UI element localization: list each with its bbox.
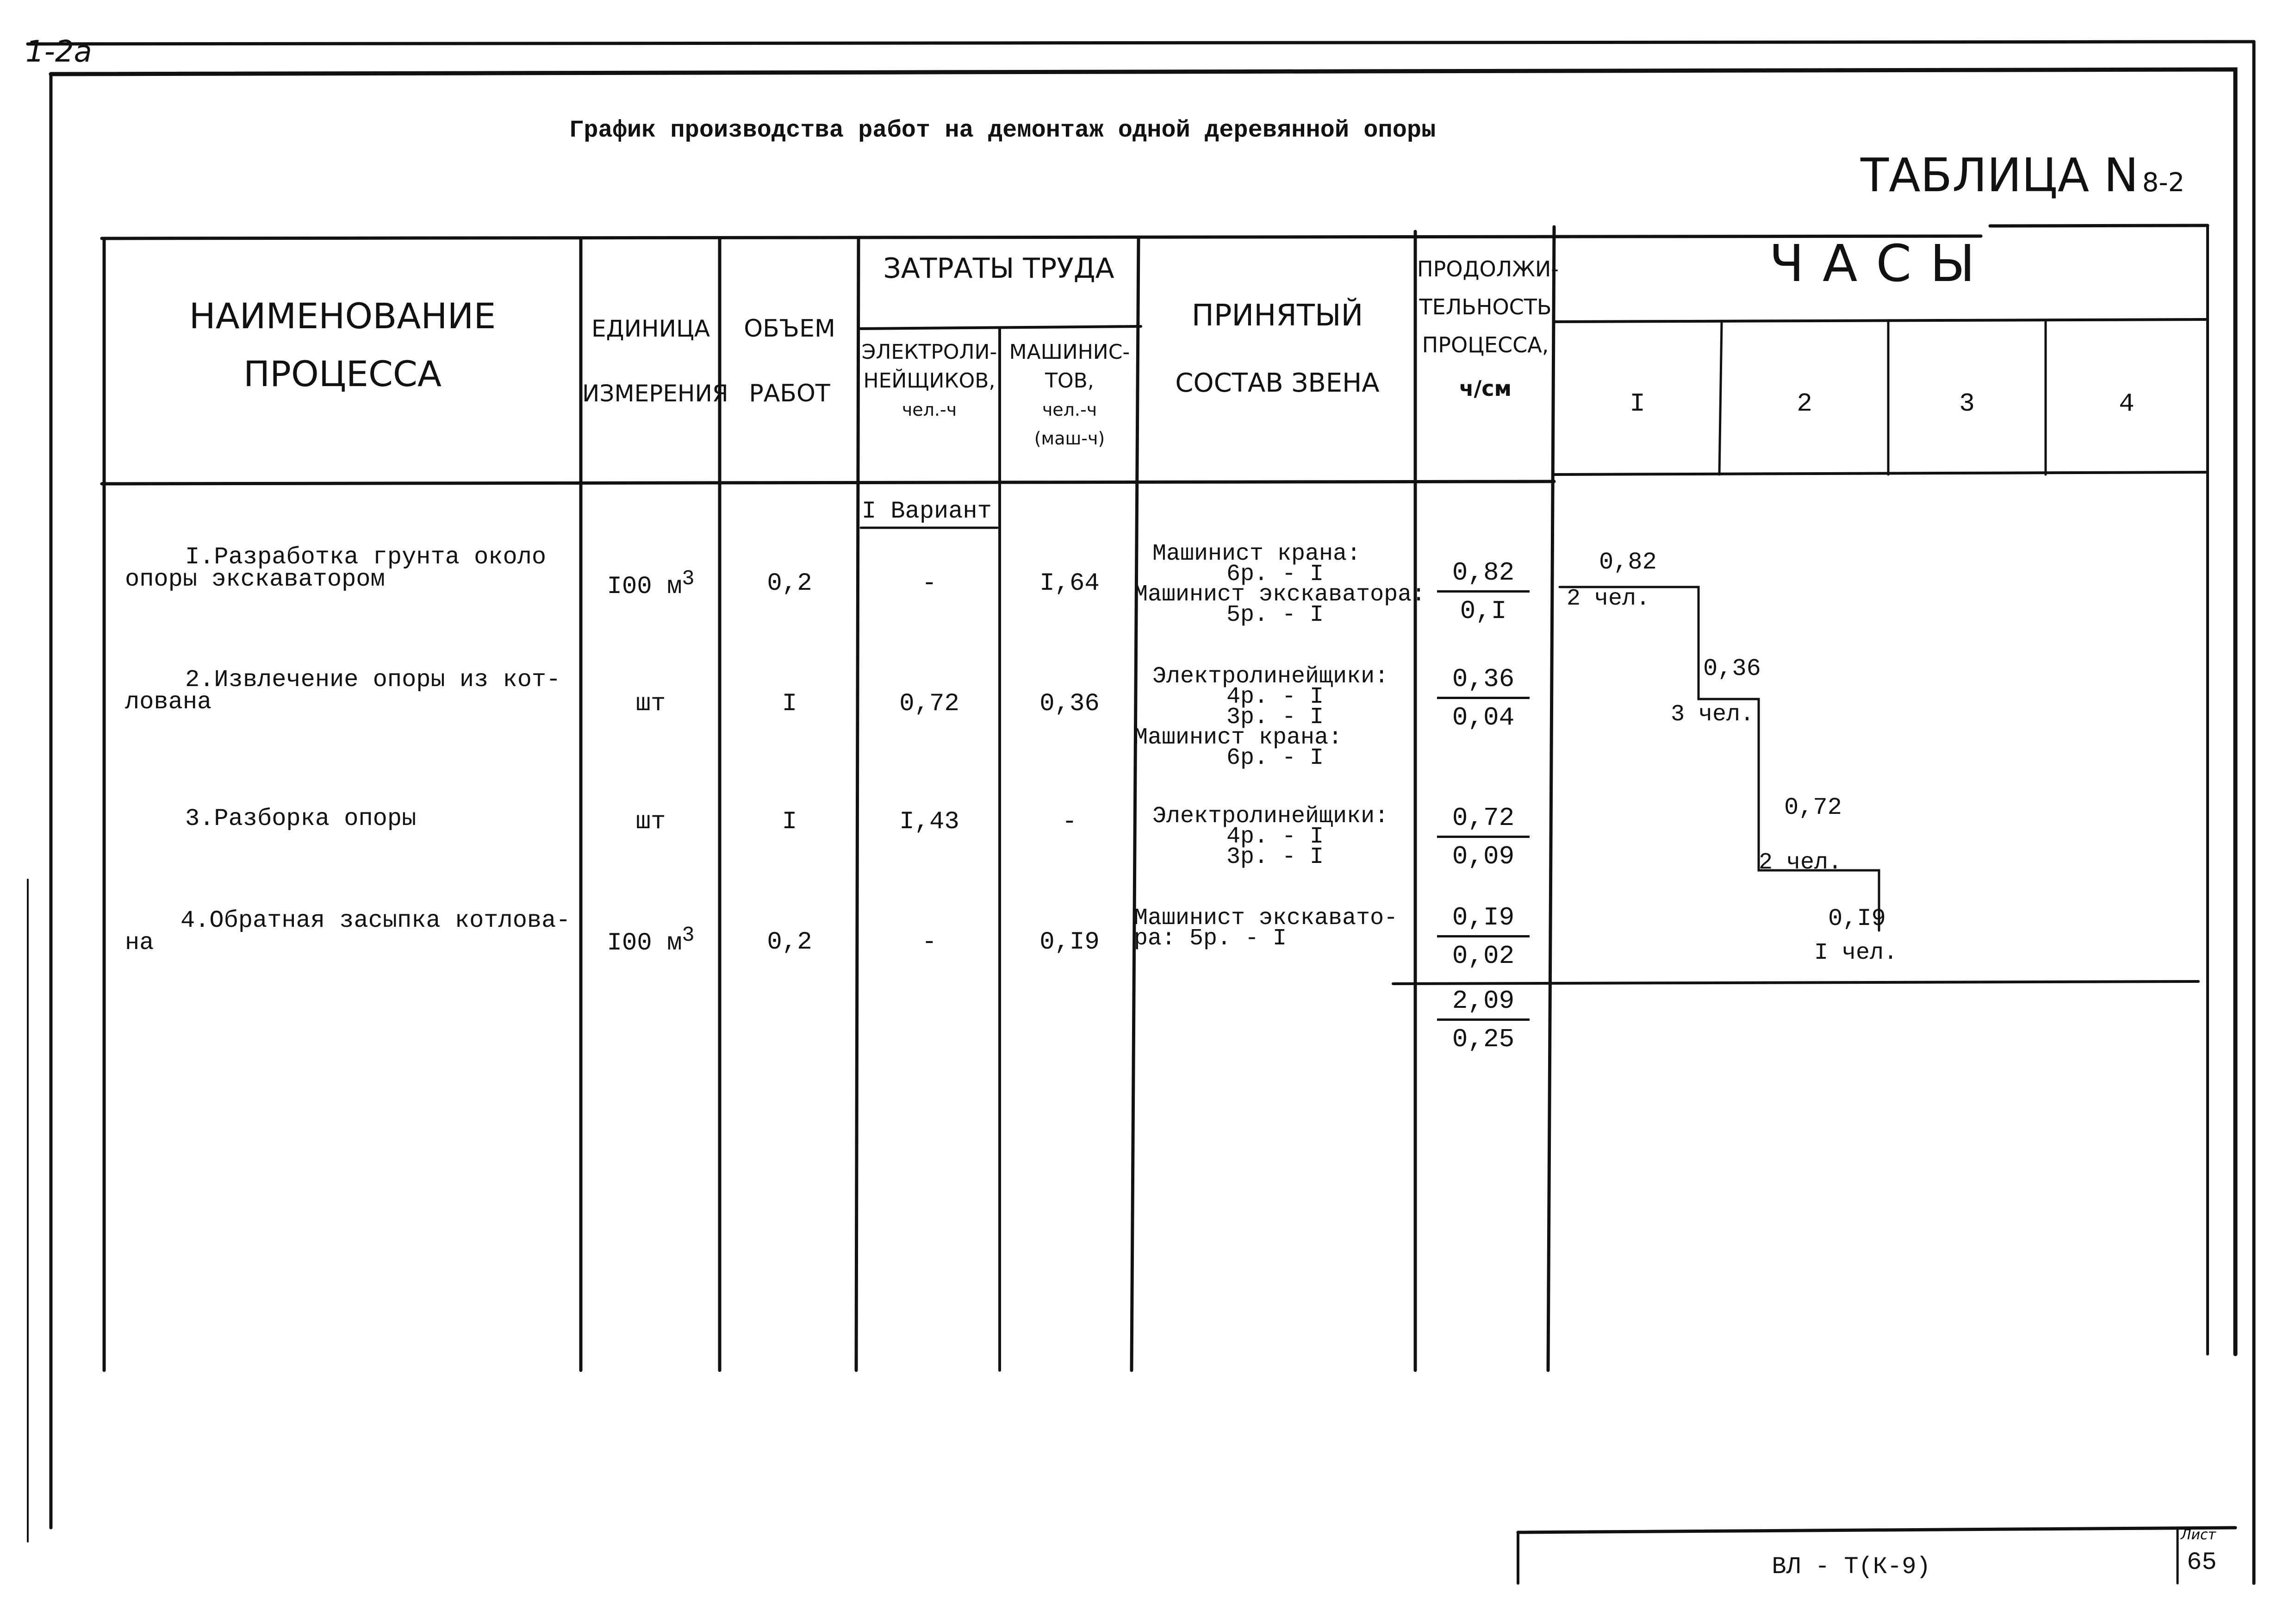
row-3-mach: -: [1062, 808, 1077, 836]
header-crew-line1: ПРИНЯТЫЙ: [1191, 299, 1363, 333]
variant-label: I Вариант: [862, 498, 992, 525]
hour-col-2: 2: [1797, 389, 1812, 418]
header-volume-line2: РАБОТ: [749, 380, 830, 407]
row-4-duration: [1437, 903, 1530, 971]
row-3-crew-line2: 4р. - I: [1226, 824, 1324, 850]
duration-total-top: 2,09: [1437, 986, 1530, 1021]
header-electro-line3: чел.-ч: [902, 400, 957, 420]
row-2-crew-line2: 4р. - I: [1226, 684, 1324, 710]
header-mach-line2: ТОВ,: [1045, 369, 1094, 393]
row-3-electro: I,43: [899, 808, 959, 836]
row-2-duration: [1437, 664, 1530, 732]
row-1-unit: [582, 567, 719, 601]
header-unit: [582, 296, 728, 426]
row-2-name-line1: 2.Извлечение опоры из кот-: [185, 666, 561, 693]
row-4-name: [125, 907, 571, 956]
row-3-volume: I: [782, 808, 797, 836]
row-3-name-line1: 3.Разборка опоры: [185, 805, 417, 832]
row-4-unit-text: I00 м: [607, 929, 682, 957]
header-dur-line1: ПРОДОЛЖИ-: [1417, 256, 1559, 281]
row-1-mach: I,64: [1039, 569, 1100, 598]
header-name-line2: ПРОЦЕССА: [243, 353, 442, 394]
row-4-dur-bot: 0,02: [1452, 941, 1515, 971]
header-electro: [860, 338, 999, 424]
header-volume-line1: ОБЪЕМ: [744, 315, 835, 343]
hour-col-4: 4: [2119, 389, 2134, 418]
table-number: 8-2: [2142, 168, 2185, 198]
header-labor: ЗАТРАТЫ ТРУДА: [883, 252, 1114, 285]
duration-total-bot: 0,25: [1452, 1024, 1515, 1054]
page-title: График производства работ на демонтаж одной деревянной опоры: [569, 117, 1436, 144]
row-4-crew: [1134, 905, 1398, 952]
header-electro-line2: НЕЙЩИКОВ,: [863, 369, 996, 393]
row-4-mach: 0,I9: [1039, 928, 1100, 956]
row-1-unit-text: I00 м: [607, 573, 682, 601]
stamp-code: ВЛ - Т(К-9): [1772, 1553, 1931, 1580]
row-3-unit-text: шт: [635, 808, 666, 836]
header-name-line1: НАИМЕНОВАНИЕ: [189, 295, 496, 337]
table-label: [1860, 148, 2184, 202]
row-4-volume: 0,2: [767, 928, 812, 956]
header-process-name: [111, 287, 574, 403]
row-4-unit-sup: 3: [682, 924, 695, 947]
row-1-crew-line2: 6р. - I: [1226, 561, 1324, 587]
header-dur-line4: ч/см: [1459, 376, 1512, 401]
table-label-text: ТАБЛИЦА N: [1860, 148, 2139, 202]
row-2-crew-line3: 3р. - I: [1226, 704, 1324, 731]
row-1-crew-line1: Машинист крана:: [1152, 541, 1361, 567]
row-1-name: [125, 543, 547, 593]
schedule-2-crew: 3 чел.: [1671, 701, 1755, 728]
row-3-dur-bot: 0,09: [1452, 842, 1515, 871]
header-unit-line1: ЕДИНИЦА: [591, 315, 710, 342]
duration-total: [1437, 986, 1530, 1054]
row-1-name-line1: I.Разработка грунта около: [185, 543, 547, 571]
stamp-sheet-label: Лист: [2181, 1527, 2216, 1543]
row-2-volume: I: [782, 690, 797, 718]
row-2-electro: 0,72: [899, 690, 959, 718]
header-electro-line1: ЭЛЕКТРОЛИ-: [861, 340, 997, 364]
row-1-duration: [1437, 558, 1530, 626]
schedule-3-value: 0,72: [1784, 794, 1842, 821]
row-2-dur-bot: 0,04: [1452, 703, 1515, 732]
row-3-crew-line3: 3р. - I: [1226, 844, 1324, 870]
row-2-mach: 0,36: [1039, 690, 1100, 718]
row-4-crew-line1: Машинист экскавато-: [1134, 905, 1398, 931]
header-mach-line1: МАШИНИС-: [1009, 340, 1130, 364]
row-3-crew-line1: Электролинейщики:: [1152, 803, 1389, 830]
row-1-crew-line4: 5р. - I: [1226, 602, 1324, 628]
corner-mark: 1-2a: [25, 35, 92, 69]
row-4-crew-line2: ра: 5р. - I: [1134, 925, 1287, 952]
row-1-dur-bot: 0,I: [1460, 596, 1507, 626]
header-crew-line2: СОСТАВ ЗВЕНА: [1175, 368, 1380, 398]
header-crew: [1141, 282, 1414, 417]
hour-col-1: I: [1630, 389, 1645, 418]
row-4-electro: -: [921, 928, 937, 956]
row-3-crew: [1134, 803, 1389, 870]
schedule-1-crew: 2 чел.: [1567, 586, 1650, 612]
header-duration: [1417, 250, 1559, 407]
row-1-crew-line3: Машинист экскаватора:: [1134, 581, 1426, 608]
row-3-dur-top: 0,72: [1437, 803, 1530, 838]
row-4-dur-top: 0,I9: [1437, 903, 1530, 937]
row-3-name: [125, 805, 417, 832]
row-2-unit-text: шт: [635, 690, 666, 718]
header-volume: [721, 296, 858, 426]
row-1-dur-top: 0,82: [1437, 558, 1530, 593]
header-hours: ЧАСЫ: [1769, 234, 1994, 293]
row-4-name-line1: 4.Обратная засыпка котлова-: [180, 907, 571, 934]
row-2-unit: [582, 690, 719, 718]
row-4-name-line2: на: [125, 929, 154, 956]
row-1-crew: [1134, 541, 1426, 628]
row-1-unit-sup: 3: [682, 567, 695, 591]
row-3-duration: [1437, 803, 1530, 871]
schedule-4-crew: I чел.: [1814, 940, 1898, 966]
schedule-3-crew: 2 чел.: [1759, 849, 1842, 876]
row-2-crew-line1: Электролинейщики:: [1152, 663, 1389, 690]
schedule-2-value: 0,36: [1703, 655, 1761, 682]
schedule-4-value: 0,I9: [1828, 905, 1886, 932]
row-2-crew-line4: Машинист крана:: [1134, 725, 1343, 751]
hour-col-3: 3: [1959, 389, 1975, 418]
row-1-electro: -: [921, 569, 937, 598]
header-dur-line3: ПРОЦЕССА,: [1422, 332, 1549, 357]
header-mach-line3: чел.-ч: [1042, 400, 1097, 420]
row-1-volume: 0,2: [767, 569, 812, 598]
row-2-name-line2: лована: [125, 688, 212, 716]
row-2-crew-line5: 6р. - I: [1226, 745, 1324, 771]
schedule-1-value: 0,82: [1599, 549, 1657, 576]
row-2-crew: [1134, 663, 1389, 771]
row-4-unit: [582, 924, 719, 957]
header-mach-line4: (маш-ч): [1034, 428, 1105, 449]
row-2-name: [125, 666, 561, 716]
stamp-sheet-number: 65: [2187, 1549, 2217, 1577]
header-dur-line2: ТЕЛЬНОСТЬ: [1419, 294, 1552, 319]
row-2-dur-top: 0,36: [1437, 664, 1530, 699]
row-3-unit: [582, 808, 719, 836]
header-unit-line2: ИЗМЕРЕНИЯ: [582, 380, 728, 407]
header-mach: [1001, 338, 1139, 453]
row-1-name-line2: опоры экскаватором: [125, 566, 385, 593]
